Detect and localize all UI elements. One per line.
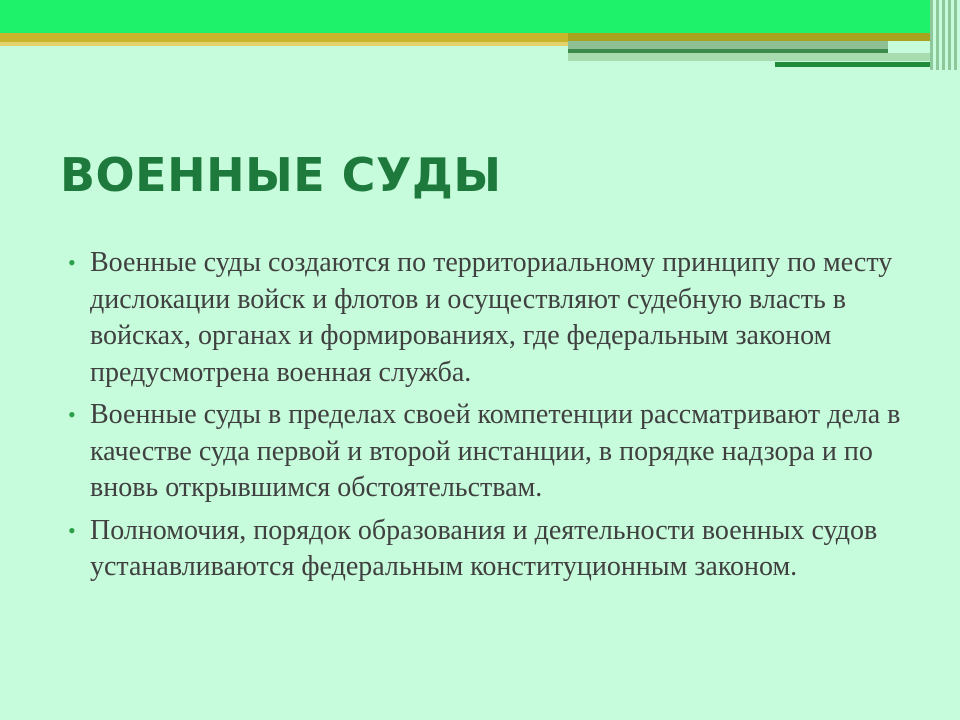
slide-title: ВОЕННЫЕ СУДЫ	[60, 148, 502, 202]
decorative-stripe	[0, 42, 568, 46]
bullet-text: Военные суды в пределах своей компетенции рассматривают дела в качестве суда первой и второй инстанции, в порядке надзора и по вновь открывшимся обстоятельствам.	[90, 399, 901, 503]
list-item	[64, 397, 904, 507]
decorative-stripe	[0, 33, 568, 42]
list-item	[64, 513, 904, 586]
decorative-stripe	[775, 62, 945, 67]
bullet-icon: •	[68, 250, 76, 275]
bullet-list	[64, 245, 904, 592]
bullet-text: Полномочия, порядок образования и деятельности военных судов устанавливаются федеральным конституционным законом.	[90, 514, 878, 582]
top-banner	[0, 0, 960, 36]
decorative-stripe	[568, 53, 960, 61]
bullet-text: Военные суды создаются по территориальному принципу по месту дислокации войск и флотов и осуществляют судебную власть в войсках, органах и формированиях, где федеральным законом предусмотрена военная служба.	[90, 247, 893, 388]
list-item	[64, 245, 904, 391]
bullet-icon: •	[68, 517, 76, 543]
decorative-stripe	[568, 41, 888, 49]
decorative-stripe	[568, 33, 960, 41]
decorative-corner-pattern	[930, 0, 960, 70]
bullet-icon: •	[68, 402, 76, 427]
